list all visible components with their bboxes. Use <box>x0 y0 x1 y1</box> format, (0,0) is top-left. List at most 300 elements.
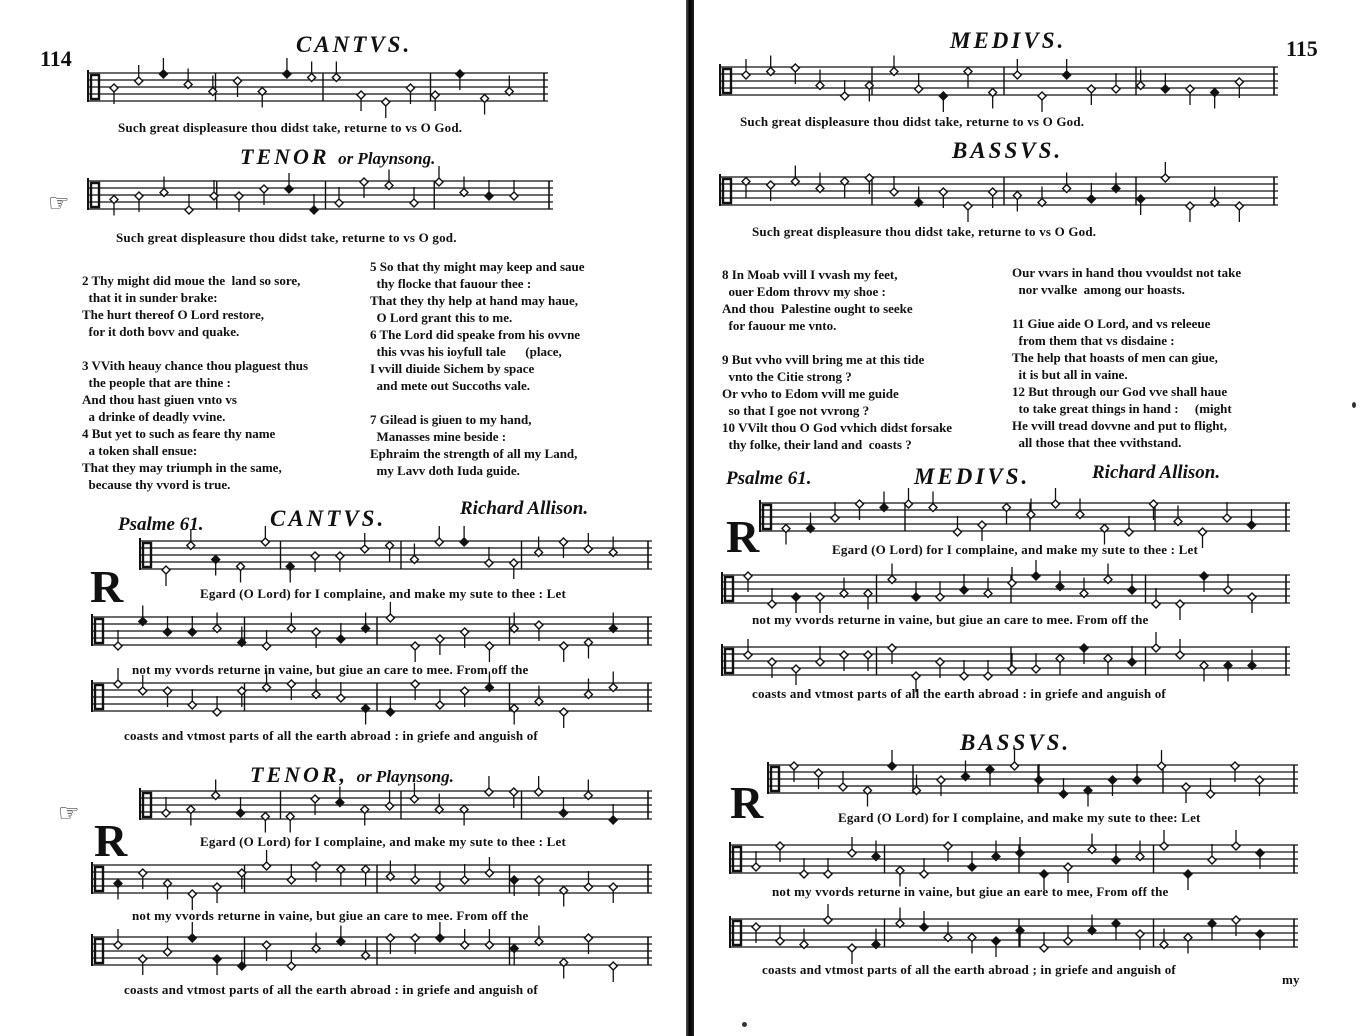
music-note <box>1160 830 1168 850</box>
music-note <box>1224 574 1232 594</box>
psalm-cantus-lyric-3: coasts and vtmost parts of all the earth abroad : in griefe and anguish of <box>124 728 538 743</box>
music-note <box>824 904 832 924</box>
music-note <box>1040 932 1048 952</box>
music-note <box>410 187 418 207</box>
staff-drawing <box>92 680 652 716</box>
music-note <box>1063 59 1071 79</box>
initial-letter: R <box>726 511 760 562</box>
psalm-tenor-lyric-3: coasts and vtmost parts of all the earth abroad : in griefe and anguish of <box>124 982 538 997</box>
music-note <box>752 851 760 871</box>
psalm-title-right: Psalme 61. <box>726 468 812 489</box>
music-note <box>1248 650 1256 670</box>
music-note <box>187 806 195 826</box>
music-note <box>312 933 320 953</box>
music-staff <box>768 762 1298 798</box>
music-note <box>461 864 469 884</box>
music-note <box>1016 927 1024 947</box>
music-note <box>263 850 271 870</box>
music-note <box>1076 499 1084 519</box>
ink-speck <box>1352 402 1356 408</box>
music-note <box>1133 764 1141 784</box>
music-staff <box>730 916 1298 952</box>
music-note <box>362 705 370 725</box>
music-note <box>791 166 799 186</box>
music-note <box>1184 870 1192 890</box>
music-note <box>841 80 849 100</box>
pointing-hand-icon: ☞ <box>58 801 80 827</box>
music-note <box>584 533 592 553</box>
music-note <box>485 180 493 200</box>
music-note <box>510 705 518 725</box>
music-note <box>1056 655 1064 675</box>
music-note <box>1035 764 1043 784</box>
psalm-tenor-heading-main: TENOR, <box>250 762 349 787</box>
psalm-medius-lyric-2: not my vvords returne in vaine, but giue an care to mee. From off the <box>752 612 1149 627</box>
music-note <box>336 787 344 807</box>
music-note <box>237 797 245 817</box>
music-note <box>1248 509 1256 529</box>
music-note <box>160 177 168 197</box>
book-gutter <box>686 0 694 1036</box>
music-note <box>559 797 567 817</box>
music-note <box>1087 183 1095 203</box>
music-note <box>461 929 469 949</box>
psalm-bassus-heading: BASSVS. <box>960 730 1072 755</box>
music-note <box>915 73 923 93</box>
music-note <box>964 68 972 88</box>
psalm-tenor-lyric-2: not my vvords returne in vaine, but giue an care to mee. From off the <box>132 908 529 923</box>
music-note <box>435 166 443 186</box>
music-note <box>915 187 923 207</box>
music-note <box>1207 778 1215 798</box>
music-note <box>888 750 896 770</box>
verses-column-1: 2 Thy might did moue the land so sore, that it in sunder brake: The hurt thereof O Lord restore, for it doth bovv and quake. 3 VVith heauy chance thou plaguest thus the people that are thine : And thou hast giuen vnto vs a drinke of deadly vvine. 4 But yet to such as feare thy name a token shall ensue: That they may triumph in the same, because thy vvord is true. <box>82 273 309 492</box>
psalm-medius-lyric-1: Egard (O Lord) for I complaine, and make my sute to thee : Let <box>832 542 1199 557</box>
music-note <box>890 176 898 196</box>
staff-drawing <box>768 762 1298 798</box>
music-note <box>114 630 122 650</box>
music-note <box>1064 925 1072 945</box>
music-note <box>159 58 167 78</box>
music-note <box>609 962 617 982</box>
staff-drawing <box>92 934 652 970</box>
music-note <box>1160 929 1168 949</box>
music-note <box>1186 202 1194 222</box>
music-note <box>162 566 170 586</box>
music-note <box>337 926 345 946</box>
music-note <box>287 950 295 970</box>
music-note <box>510 613 518 633</box>
music-note <box>436 922 444 942</box>
music-note <box>411 864 419 884</box>
music-note <box>1152 588 1160 608</box>
music-note <box>905 488 913 508</box>
music-note <box>1174 506 1182 526</box>
music-note <box>212 780 220 800</box>
music-note <box>864 787 872 807</box>
music-note <box>337 623 345 643</box>
music-note <box>386 790 394 810</box>
music-note <box>1137 70 1145 90</box>
music-note <box>283 58 291 78</box>
music-note <box>840 578 848 598</box>
music-note <box>386 542 394 562</box>
music-note <box>411 642 419 662</box>
music-staff <box>722 644 1290 680</box>
psalm-title-left: Psalme 61. <box>118 514 204 535</box>
music-note <box>1003 504 1011 524</box>
catchword: my <box>1282 972 1300 987</box>
music-note <box>362 940 370 960</box>
music-note <box>1112 73 1120 93</box>
verses-column-2: 5 So that thy might may keep and saue thy flocke that fauour thee : That they thy help at hand may haue, O Lord grant this to me. 6 The Lord did speake from his ovvne this vvas his ioyfull tale (place, I vvill diuide Sichem by space and mete out Succoths vale. 7 Gilead is giuen to my hand, Manasses mine beside : Ephraim the strength of all my Land, my Lavv doth Iuda guide. <box>370 259 585 478</box>
music-note <box>816 646 824 666</box>
music-note <box>213 613 221 633</box>
music-note <box>114 880 122 900</box>
psalm-cantus-lyric-2: not my vvords returne in vaine, but giue an care to mee. From off the <box>132 662 529 677</box>
music-note <box>1084 787 1092 807</box>
tenor-heading <box>240 144 435 170</box>
page-number-left: 114 <box>40 46 72 71</box>
music-note <box>386 696 394 716</box>
staff-drawing <box>722 644 1290 680</box>
music-note <box>485 776 493 796</box>
psalm-medius-heading: MEDIVS. <box>914 464 1031 489</box>
psalm-tenor-heading-rest: or Playnsong. <box>356 767 454 786</box>
initial-letter: R <box>730 777 764 828</box>
composer-left: Richard Allison. <box>460 498 589 519</box>
initial-letter: R <box>94 815 128 866</box>
music-note <box>1211 187 1219 207</box>
music-note <box>1211 89 1219 109</box>
music-note <box>312 679 320 699</box>
music-note <box>185 194 193 214</box>
pointing-hand-icon: ☞ <box>48 191 70 217</box>
music-note <box>361 806 369 826</box>
music-note <box>872 841 880 861</box>
music-note <box>920 858 928 878</box>
music-note <box>896 908 904 928</box>
psalm-tenor-heading <box>250 762 454 788</box>
music-note <box>410 544 418 564</box>
staff-drawing <box>92 614 652 650</box>
music-note <box>609 804 617 824</box>
music-note <box>1128 574 1136 594</box>
music-note <box>337 682 345 702</box>
music-note <box>1038 92 1046 112</box>
music-note <box>1224 662 1232 682</box>
music-note <box>1152 632 1160 652</box>
music-staff <box>720 64 1278 100</box>
music-note <box>960 660 968 680</box>
music-staff <box>722 572 1290 608</box>
music-note <box>337 866 345 886</box>
staff-drawing <box>140 788 652 824</box>
music-note <box>1176 639 1184 659</box>
music-note <box>261 526 269 546</box>
music-note <box>560 959 568 979</box>
music-note <box>848 944 856 964</box>
music-note <box>986 766 994 786</box>
staff-drawing <box>140 538 652 574</box>
verses-column-4: Our vvars in hand thou vvouldst not take nor vvalke among our hoasts. 11 Giue aide O Lord, and vs releeue from them that vs disdaine : The help that hoasts of men can giue, it is but all in vaine. 12 But through our God vve shall haue to take great things in hand : (might He vvill tread dovvne and put to flight, all those that thee vvithstand. <box>1012 265 1242 450</box>
music-note <box>1112 173 1120 193</box>
music-note <box>1016 837 1024 857</box>
music-note <box>1013 192 1021 212</box>
music-note <box>1104 564 1112 584</box>
music-note <box>864 590 872 610</box>
music-note <box>768 588 776 608</box>
music-note <box>485 929 493 949</box>
music-note <box>287 864 295 884</box>
music-note <box>782 525 790 545</box>
music-note <box>362 866 370 886</box>
music-note <box>1008 567 1016 587</box>
music-note <box>560 887 568 907</box>
music-note <box>386 861 394 881</box>
music-note <box>212 556 220 576</box>
music-note <box>1112 844 1120 864</box>
psalm-bassus-lyric-2: not my vvords returne in vaine, but giue an eare to mee, From off the <box>772 884 1169 899</box>
music-note <box>286 563 294 583</box>
music-note <box>164 936 172 956</box>
music-note <box>1199 528 1207 548</box>
music-note <box>816 173 824 193</box>
music-note <box>609 537 617 557</box>
music-note <box>912 581 920 601</box>
music-note <box>960 574 968 594</box>
music-note <box>968 934 976 954</box>
music-note <box>460 806 468 826</box>
music-note <box>535 537 543 557</box>
music-note <box>286 813 294 833</box>
page-number-right: 115 <box>1286 36 1318 61</box>
staff-drawing <box>730 842 1298 878</box>
music-note <box>1200 662 1208 682</box>
music-note <box>188 616 196 636</box>
staff-drawing <box>760 500 1290 536</box>
music-note <box>1032 560 1040 580</box>
music-note <box>1112 920 1120 940</box>
cantus-heading: CANTVS. <box>296 32 413 57</box>
staff-drawing <box>88 70 548 106</box>
music-note <box>436 689 444 709</box>
tenor-lyric: Such great displeasure thou didst take, returne to vs O god. <box>116 230 457 245</box>
music-note <box>1161 73 1169 93</box>
music-staff <box>140 788 652 824</box>
music-note <box>287 613 295 633</box>
music-staff <box>92 680 652 716</box>
music-note <box>188 922 196 942</box>
music-note <box>385 170 393 190</box>
music-staff <box>92 934 652 970</box>
music-note <box>1104 655 1112 675</box>
music-note <box>800 858 808 878</box>
verses-column-3: 8 In Moab vvill I vvash my feet, ouer Edom throvv my shoe : And thou Palestine ought to seeke for fauour me vnto. 9 But vvho vvill bring me at this tide vnto the Citie strong ? Or vvho to Edom vvill me guide so that I goe not vvrong ? 10 VVilt thou O God vvhich didst forsake thy folke, their land and coasts ? <box>722 267 953 452</box>
music-staff <box>88 178 553 214</box>
music-note <box>1038 187 1046 207</box>
music-note <box>1161 162 1169 182</box>
music-note <box>800 929 808 949</box>
music-note <box>110 196 118 216</box>
music-note <box>485 857 493 877</box>
music-note <box>335 187 343 207</box>
music-note <box>1158 750 1166 770</box>
music-note <box>1223 502 1231 522</box>
music-note <box>135 65 143 85</box>
music-note <box>332 62 340 82</box>
music-note <box>362 613 370 633</box>
music-note <box>939 92 947 112</box>
music-note <box>510 945 518 965</box>
music-staff <box>730 842 1298 878</box>
music-note <box>824 858 832 878</box>
initial-letter: R <box>90 561 124 612</box>
music-note <box>1125 516 1133 536</box>
music-note <box>188 890 196 910</box>
music-note <box>535 926 543 946</box>
music-note <box>984 660 992 680</box>
music-note <box>560 642 568 662</box>
music-note <box>984 578 992 598</box>
music-note <box>1088 915 1096 935</box>
music-note <box>992 841 1000 861</box>
music-note <box>744 639 752 659</box>
music-note <box>505 76 513 96</box>
staff-drawing <box>722 572 1290 608</box>
staff-drawing <box>720 174 1278 210</box>
music-note <box>460 177 468 197</box>
music-note <box>968 851 976 871</box>
music-note <box>890 56 898 76</box>
music-note <box>1063 173 1071 193</box>
composer-right: Richard Allison. <box>1092 462 1221 483</box>
music-note <box>258 88 266 108</box>
music-note <box>1032 653 1040 673</box>
music-note <box>841 178 849 198</box>
music-note <box>1088 834 1096 854</box>
bassus-heading: BASSVS. <box>952 138 1064 163</box>
music-note <box>164 880 172 900</box>
tenor-heading-main: TENOR <box>240 144 330 169</box>
music-note <box>954 516 962 536</box>
music-note <box>1208 920 1216 940</box>
music-staff <box>720 174 1278 210</box>
music-note <box>114 668 122 688</box>
music-note <box>944 922 952 942</box>
music-note <box>584 780 592 800</box>
music-note <box>310 194 318 214</box>
music-note <box>139 606 147 626</box>
music-note <box>1060 778 1068 798</box>
music-note <box>964 202 972 222</box>
music-note <box>164 616 172 636</box>
psalm-tenor-lyric-1: Egard (O Lord) for I complaine, and make my sute to thee : Let <box>200 834 567 849</box>
psalm-cantus-heading: CANTVS. <box>270 506 387 531</box>
music-note <box>936 581 944 601</box>
medius-heading: MEDIVS. <box>950 28 1067 53</box>
music-note <box>485 547 493 567</box>
music-note <box>1232 830 1240 850</box>
music-staff <box>92 614 652 650</box>
staff-drawing <box>88 178 553 214</box>
music-note <box>742 178 750 198</box>
music-note <box>1208 844 1216 864</box>
music-note <box>382 98 390 118</box>
music-note <box>1136 841 1144 861</box>
music-note <box>1056 571 1064 591</box>
music-note <box>742 59 750 79</box>
music-note <box>485 642 493 662</box>
music-note <box>888 564 896 584</box>
music-note <box>584 639 592 659</box>
music-note <box>767 56 775 76</box>
music-note <box>184 69 192 89</box>
music-note <box>1184 934 1192 954</box>
music-note <box>584 871 592 891</box>
music-note <box>1235 202 1243 222</box>
music-note <box>162 797 170 817</box>
music-note <box>510 180 518 200</box>
music-note <box>535 686 543 706</box>
psalm-bassus-lyric-3: coasts and vtmost parts of all the earth abroad ; in griefe and anguish of <box>762 962 1176 977</box>
music-note <box>481 95 489 115</box>
psalm-medius-lyric-3: coasts and vtmost parts of all the earth abroad : in griefe and anguish of <box>752 686 1166 701</box>
music-note <box>1128 646 1136 666</box>
music-note <box>807 513 815 533</box>
music-note <box>929 492 937 512</box>
music-staff <box>88 70 548 106</box>
ink-speck <box>742 1022 747 1027</box>
music-note <box>361 533 369 553</box>
music-note <box>913 775 921 795</box>
music-note <box>880 492 888 512</box>
music-note <box>435 526 443 546</box>
music-note <box>261 813 269 833</box>
music-note <box>436 871 444 891</box>
music-staff <box>140 538 652 574</box>
music-note <box>435 794 443 814</box>
music-staff <box>760 500 1290 536</box>
music-note <box>535 776 543 796</box>
music-note <box>920 911 928 931</box>
psalm-bassus-lyric-1: Egard (O Lord) for I complaine, and make my sute to thee: Let <box>838 810 1201 825</box>
music-staff <box>92 862 652 898</box>
music-note <box>213 696 221 716</box>
staff-drawing <box>92 862 652 898</box>
music-note <box>237 563 245 583</box>
staff-drawing <box>730 916 1298 952</box>
music-note <box>460 526 468 546</box>
music-note <box>609 672 617 692</box>
music-note <box>1013 59 1021 79</box>
music-note <box>584 679 592 699</box>
music-note <box>839 771 847 791</box>
music-note <box>776 925 784 945</box>
music-note <box>1176 600 1184 620</box>
music-note <box>1052 488 1060 508</box>
music-note <box>609 613 617 633</box>
music-note <box>114 929 122 949</box>
medius-lyric: Such great displeasure thou didst take, returne to vs O God. <box>740 114 1085 129</box>
tenor-heading-rest: or Playnsong. <box>338 149 436 168</box>
music-note <box>308 62 316 82</box>
music-note <box>386 602 394 622</box>
music-note <box>1080 578 1088 598</box>
music-note <box>872 929 880 949</box>
music-note <box>962 761 970 781</box>
music-note <box>285 173 293 193</box>
